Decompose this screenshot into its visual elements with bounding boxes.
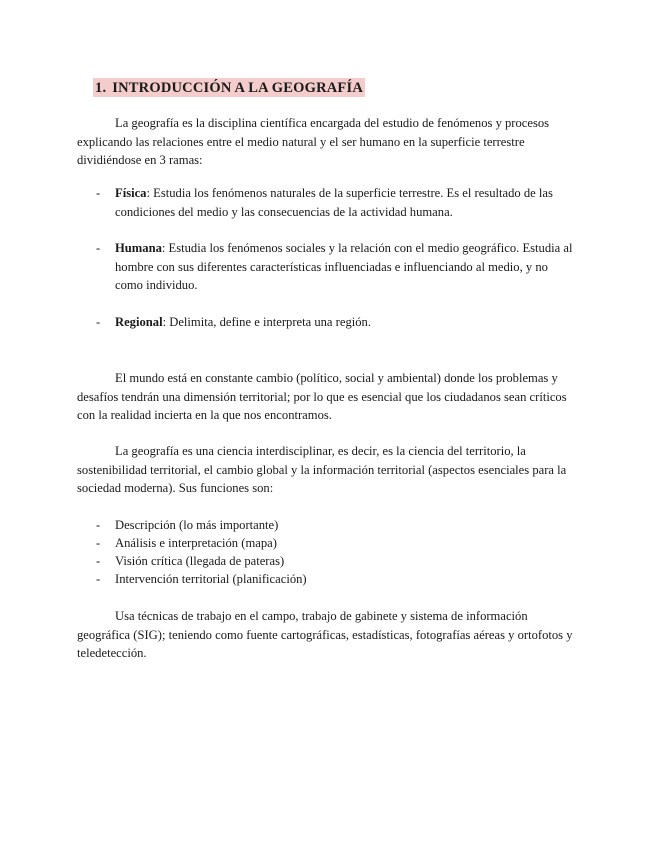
branch-description: : Estudia los fenómenos sociales y la relación con el medio geográfico. Estudia al hombre con sus diferentes características influenciadas e influenciando al medio, y no como individuo. bbox=[115, 241, 573, 292]
intro-paragraph: La geografía es la disciplina científica encargada del estudio de fenómenos y procesos explicando las relaciones entre el medio natural y el ser humano en la superficie terrestre dividiéndose en 3 ramas: bbox=[77, 116, 550, 167]
list-dash: - bbox=[96, 315, 101, 329]
function-text: Descripción (lo más importante) bbox=[115, 518, 279, 532]
list-dash: - bbox=[96, 241, 101, 255]
list-dash: - bbox=[96, 554, 101, 568]
function-text: Intervención territorial (planificación) bbox=[115, 572, 307, 586]
section-heading bbox=[93, 78, 365, 97]
branch-term: Física bbox=[115, 186, 147, 200]
branch-term: Humana bbox=[115, 241, 162, 255]
paragraph-interdisciplinary: La geografía es una ciencia interdisciplinar, es decir, es la ciencia del territorio, la sostenibilidad territorial, el cambio global y la información territorial (aspectos esenciales para la sociedad moderna). Sus funciones son: bbox=[77, 444, 567, 495]
paragraph-world-change: El mundo está en constante cambio (político, social y ambiental) donde los problemas y desafíos tendrán una dimensión territorial; por lo que es esencial que los ciudadanos sean críticos con la realidad incierta en la que nos encontramos. bbox=[77, 371, 567, 422]
function-text: Análisis e interpretación (mapa) bbox=[115, 536, 277, 550]
paragraph-techniques: Usa técnicas de trabajo en el campo, trabajo de gabinete y sistema de información geográfica (SIG); teniendo como fuente cartográficas, estadísticas, fotografías aéreas y ortofotos y teledetección. bbox=[77, 609, 573, 660]
list-dash: - bbox=[96, 536, 101, 550]
section-number: 1. bbox=[95, 80, 107, 96]
section-title: INTRODUCCIÓN A LA GEOGRAFÍA bbox=[112, 80, 364, 96]
list-dash: - bbox=[96, 186, 101, 200]
branch-description: : Delimita, define e interpreta una región. bbox=[162, 315, 371, 329]
list-dash: - bbox=[96, 518, 101, 532]
branch-description: : Estudia los fenómenos naturales de la superficie terrestre. Es el resultado de las condiciones del medio y las consecuencias de la actividad humana. bbox=[115, 186, 553, 219]
branch-term: Regional bbox=[115, 315, 163, 329]
function-text: Visión crítica (llegada de pateras) bbox=[115, 554, 285, 568]
list-dash: - bbox=[96, 572, 101, 586]
